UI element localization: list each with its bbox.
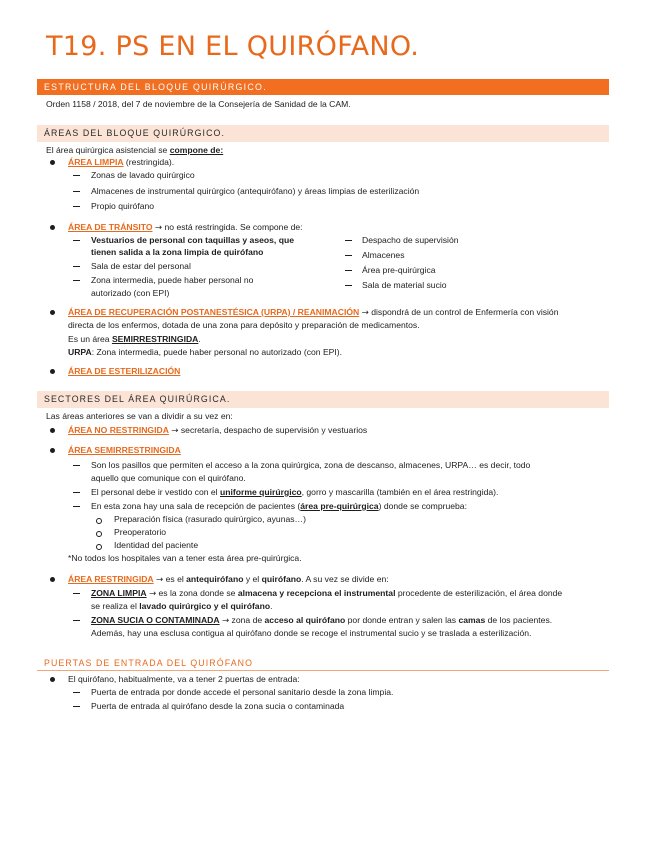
list-item: Puerta de entrada al quirófano desde la zona sucia o contaminada [91,701,345,711]
page-title: T19. PS EN EL QUIRÓFANO. [46,31,420,62]
section-header-estructura: ESTRUCTURA DEL BLOQUE QUIRÚRGICO. [37,79,609,95]
list-item: Zona intermedia, puede haber personal no [91,275,254,285]
section-header-sectores: SECTORES DEL ÁREA QUIRÚRGICA. [37,391,609,408]
area-limpia: ÁREA LIMPIA (restringida). [68,157,175,167]
urpa-text: URPA: Zona intermedia, puede haber personal no autorizado (con EPI). [68,347,343,357]
list-item: autorizado (con EPI) [91,288,170,298]
bullet-icon [50,160,55,165]
areas-intro: El área quirúrgica asistencial se compone de: [46,145,224,155]
list-item: Almacenes de instrumental quirúrgico (antequirófano) y áreas limpias de esterilización [91,186,420,196]
area-esterilizacion: ÁREA DE ESTERILIZACIÓN [68,366,181,376]
sub-item: Identidad del paciente [114,540,199,550]
list-item: Sala de estar del personal [91,261,191,271]
area-urpa: ÁREA DE RECUPERACIÓN POSTANESTÉSICA (URPA) / REANIMACIÓN → dispondrá de un control de Enfermería con visión [68,307,559,318]
list-item: Propio quirófano [91,201,155,211]
dash-icon [73,206,80,207]
sub-item: Preoperatorio [114,527,167,537]
area-semirrestringida: ÁREA SEMIRRESTRINGIDA [68,445,181,455]
list-item: Sala de material sucio [362,280,447,290]
section-header-areas: ÁREAS DEL BLOQUE QUIRÚRGICO. [37,125,609,142]
sectores-intro: Las áreas anteriores se van a dividir a su vez en: [46,411,233,421]
zona-sucia-cont: Además, hay una esclusa contigua al quirófano donde se recoge el instrumental sucio y se traslada a esterilización. [91,628,532,638]
list-item: Vestuarios de personal con taquillas y aseos, que [91,235,294,245]
dash-icon [73,240,80,241]
bullet-icon [50,310,55,315]
dash-icon [345,240,352,241]
list-item: Zonas de lavado quirúrgico [91,170,195,180]
zona-sucia: ZONA SUCIA O CONTAMINADA → zona de acceso al quirófano por donde entran y salen las camas de los pacientes. [91,615,553,626]
dash-icon [73,692,80,693]
circle-bullet-icon [96,544,102,550]
note: *No todos los hospitales van a tener esta área pre-quirúrgica. [68,553,302,563]
bullet-icon [50,448,55,453]
area-no-restringida: ÁREA NO RESTRINGIDA → secretaría, despacho de supervisión y vestuarios [68,425,368,436]
intro-orden: Orden 1158 / 2018, del 7 de noviembre de la Consejería de Sanidad de la CAM. [46,99,351,109]
list-item: Son los pasillos que permiten el acceso a la zona quirúrgica, zona de descanso, almacenes, URPA… es decir, todo [91,460,531,470]
list-item: El personal debe ir vestido con el uniforme quirúrgico, gorro y mascarilla (también en el área restringida). [91,487,499,497]
dash-icon [73,465,80,466]
zona-limpia-cont: se realiza el lavado quirúrgico y el quirófano. [91,601,273,611]
list-item: aquello que comunique con el quirófano. [91,473,246,483]
dash-icon [73,266,80,267]
area-transito: ÁREA DE TRÁNSITO → no está restringida. Se compone de: [68,222,303,233]
dash-icon [73,706,80,707]
dash-icon [73,620,80,621]
dash-icon [345,285,352,286]
dash-icon [73,280,80,281]
bullet-icon [50,428,55,433]
urpa-text: Es un área SEMIRRESTRINGIDA. [68,334,201,344]
list-item: Almacenes [362,250,405,260]
list-item: Área pre-quirúrgica [362,265,436,275]
bullet-icon [50,577,55,582]
zona-limpia: ZONA LIMPIA → es la zona donde se almacena y recepciona el instrumental procedente de esterilización, el área donde [91,588,563,599]
puertas-intro: El quirófano, habitualmente, va a tener 2 puertas de entrada: [68,674,300,684]
dash-icon [73,506,80,507]
area-restringida: ÁREA RESTRINGIDA → es el antequirófano y el quirófano. A su vez se divide en: [68,574,389,585]
bullet-icon [50,369,55,374]
dash-icon [73,175,80,176]
list-item: Puerta de entrada por donde accede el personal sanitario desde la zona limpia. [91,687,394,697]
dash-icon [345,270,352,271]
sub-item: Preparación física (rasurado quirúrgico, ayunas…) [114,514,307,524]
list-item: tienen salida a la zona limpia de quirófano [91,247,264,257]
bullet-icon [50,677,55,682]
list-item: Despacho de supervisión [362,235,459,245]
bullet-icon [50,225,55,230]
circle-bullet-icon [96,531,102,537]
circle-bullet-icon [96,518,102,524]
urpa-text: directa de los enfermos, dotada de una zona para depósito y preparación de medicamentos. [68,320,420,330]
dash-icon [73,593,80,594]
dash-icon [73,492,80,493]
dash-icon [345,255,352,256]
list-item: En esta zona hay una sala de recepción de pacientes (área pre-quirúrgica) donde se comprueba: [91,501,467,511]
dash-icon [73,191,80,192]
section-header-puertas: PUERTAS DE ENTRADA DEL QUIRÓFANO [37,656,609,671]
